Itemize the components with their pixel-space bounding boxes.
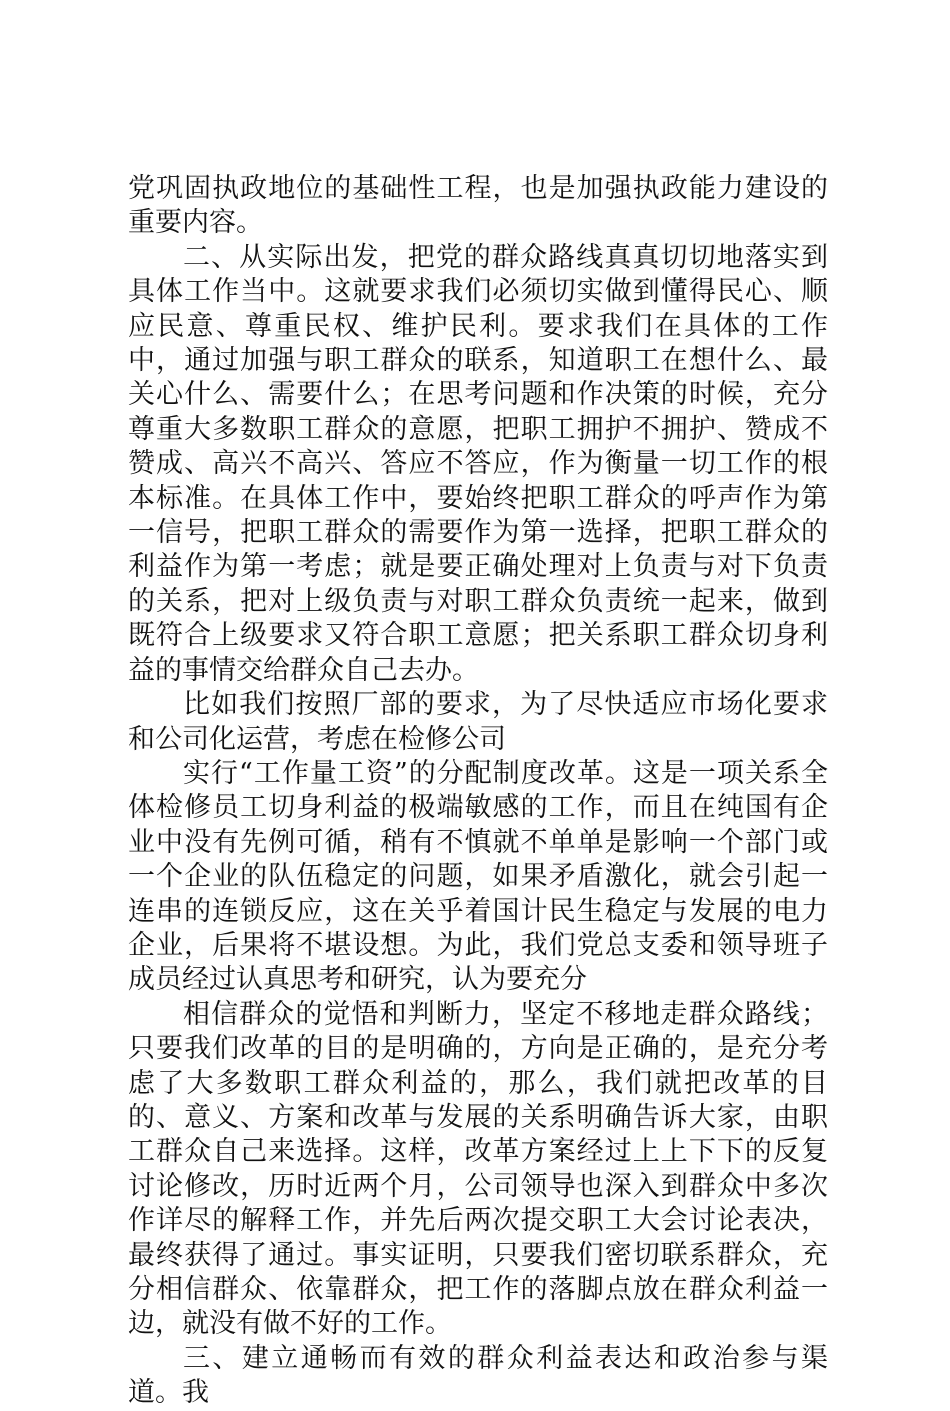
paragraph-example-intro: 比如我们按照厂部的要求，为了尽快适应市场化要求和公司化运营，考虑在检修公司 <box>128 689 828 755</box>
paragraph-section-two: 二、从实际出发，把党的群众路线真真切切地落实到具体工作当中。这就要求我们必须切实做到懂得民心、顺应民意、尊重民权、维护民利。要求我们在具体的工作中，通过加强与职工群众的联系，知道职工在想什么、最关心什么、需要什么；在思考问题和作决策的时候，充分尊重大多数职工群众的意愿，把职工拥护不拥护、赞成不赞成、高兴不高兴、答应不答应，作为衡量一切工作的根本标准。在具体工作中，要始终把职工群众的呼声作为第一信号，把职工群众的需要作为第一选择，把职工群众的利益作为第一考虑；就是要正确处理对上负责与对下负责的关系，把对上级负责与对职工群众负责统一起来，做到既符合上级要求又符合职工意愿；把关系职工群众切身利益的事情交给群众自己去办。 <box>128 241 828 686</box>
document-body <box>128 172 828 1411</box>
paragraph-wage-reform: 实行“工作量工资”的分配制度改革。这是一项关系全体检修员工切身利益的极端敏感的工作，而且在纯国有企业中没有先例可循，稍有不慎就不单单是影响一个部门或一个企业的队伍稳定的问题，如果矛盾激化，就会引起一连串的连锁反应，这在关乎着国计民生稳定与发展的电力企业，后果将不堪设想。为此，我们党总支委和领导班子成员经过认真思考和研究，认为要充分 <box>128 757 828 996</box>
paragraph-continuation: 党巩固执政地位的基础性工程，也是加强执政能力建设的重要内容。 <box>128 173 828 239</box>
paragraph-trust-masses: 相信群众的觉悟和判断力，坚定不移地走群众路线；只要我们改革的目的是明确的，方向是正确的，是充分考虑了大多数职工群众利益的，那么，我们就把改革的目的、意义、方案和改革与发展的关系明确告诉大家，由职工群众自己来选择。这样，改革方案经过上上下下的反复讨论修改，历时近两个月，公司领导也深入到群众中多次作详尽的解释工作，并先后两次提交职工大会讨论表决，最终获得了通过。事实证明，只要我们密切联系群众，充分相信群众、依靠群众，把工作的落脚点放在群众利益一边，就没有做不好的工作。 <box>128 998 828 1340</box>
paragraph-section-three: 三、建立通畅而有效的群众利益表达和政治参与渠道。我 <box>128 1342 828 1409</box>
